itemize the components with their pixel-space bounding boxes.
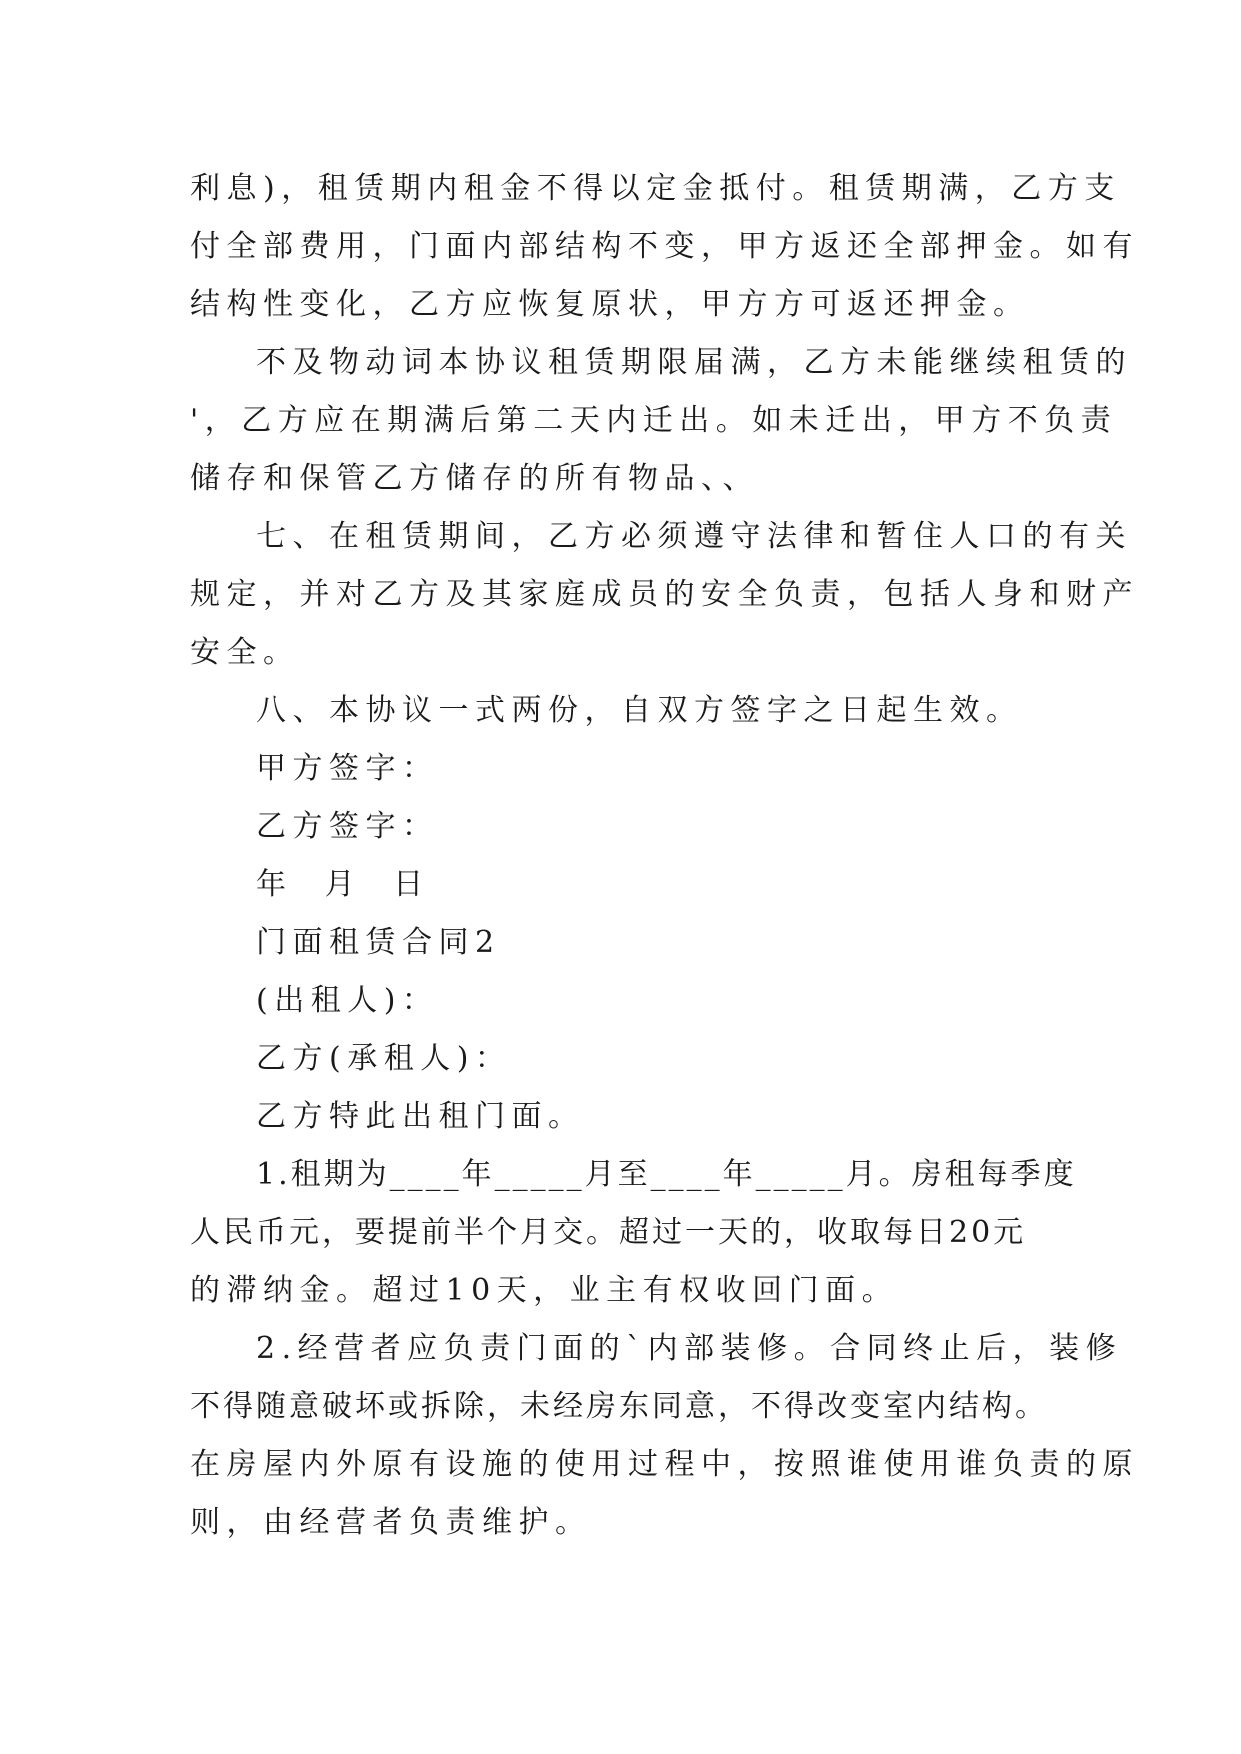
lessor-line: (出租人)： xyxy=(256,983,439,1018)
lessee-line: 乙方(承租人)： xyxy=(256,1041,512,1076)
text-line: 乙方特此出租门面。 xyxy=(256,1099,585,1134)
text-line: 不及物动词本协议租赁期限届满，乙方未能继续租赁的 xyxy=(256,345,1132,380)
document-body xyxy=(190,160,1139,1552)
text-line: 规定，并对乙方及其家庭成员的安全负责，包括人身和财产 xyxy=(190,577,1139,612)
text-line: 安全。 xyxy=(190,635,300,670)
text-line: 七、在租赁期间，乙方必须遵守法律和暂住人口的有关 xyxy=(256,519,1132,554)
party-a-signature-line: 甲方签字： xyxy=(256,751,439,786)
text-line: 储存和保管乙方储存的所有物品、、 xyxy=(190,461,759,496)
text-line: 八、本协议一式两份，自双方签字之日起生效。 xyxy=(256,693,1023,728)
text-line: 的滞纳金。超过10天，业主有权收回门面。 xyxy=(190,1273,899,1308)
text-line: 利息)，租赁期内租金不得以定金抵付。租赁期满，乙方支 xyxy=(190,171,1121,206)
text-line: '，乙方应在期满后第二天内迁出。如未迁出，甲方不负责 xyxy=(190,403,1118,438)
contract-title: 门面租赁合同2 xyxy=(256,925,501,960)
text-line: 则，由经营者负责维护。 xyxy=(190,1505,592,1540)
clause-1-line: 1.租期为____年_____月至____年_____月。房租每季度 xyxy=(256,1157,1077,1192)
party-b-signature-line: 乙方签字： xyxy=(256,809,439,844)
text-line: 人民币元，要提前半个月交。超过一天的，收取每日20元 xyxy=(190,1215,1027,1250)
text-line: 在房屋内外原有设施的使用过程中，按照谁使用谁负责的原 xyxy=(190,1447,1139,1482)
text-line: 不得随意破坏或拆除，未经房东同意，不得改变室内结构。 xyxy=(190,1389,1048,1424)
text-line: 结构性变化，乙方应恢复原状，甲方方可返还押金。 xyxy=(190,287,1030,322)
text-line: 付全部费用，门面内部结构不变，甲方返还全部押金。如有 xyxy=(190,229,1139,264)
clause-2-line: 2.经营者应负责门面的`内部装修。合同终止后，装修 xyxy=(256,1331,1123,1366)
date-line: 年 月 日 xyxy=(256,867,430,902)
